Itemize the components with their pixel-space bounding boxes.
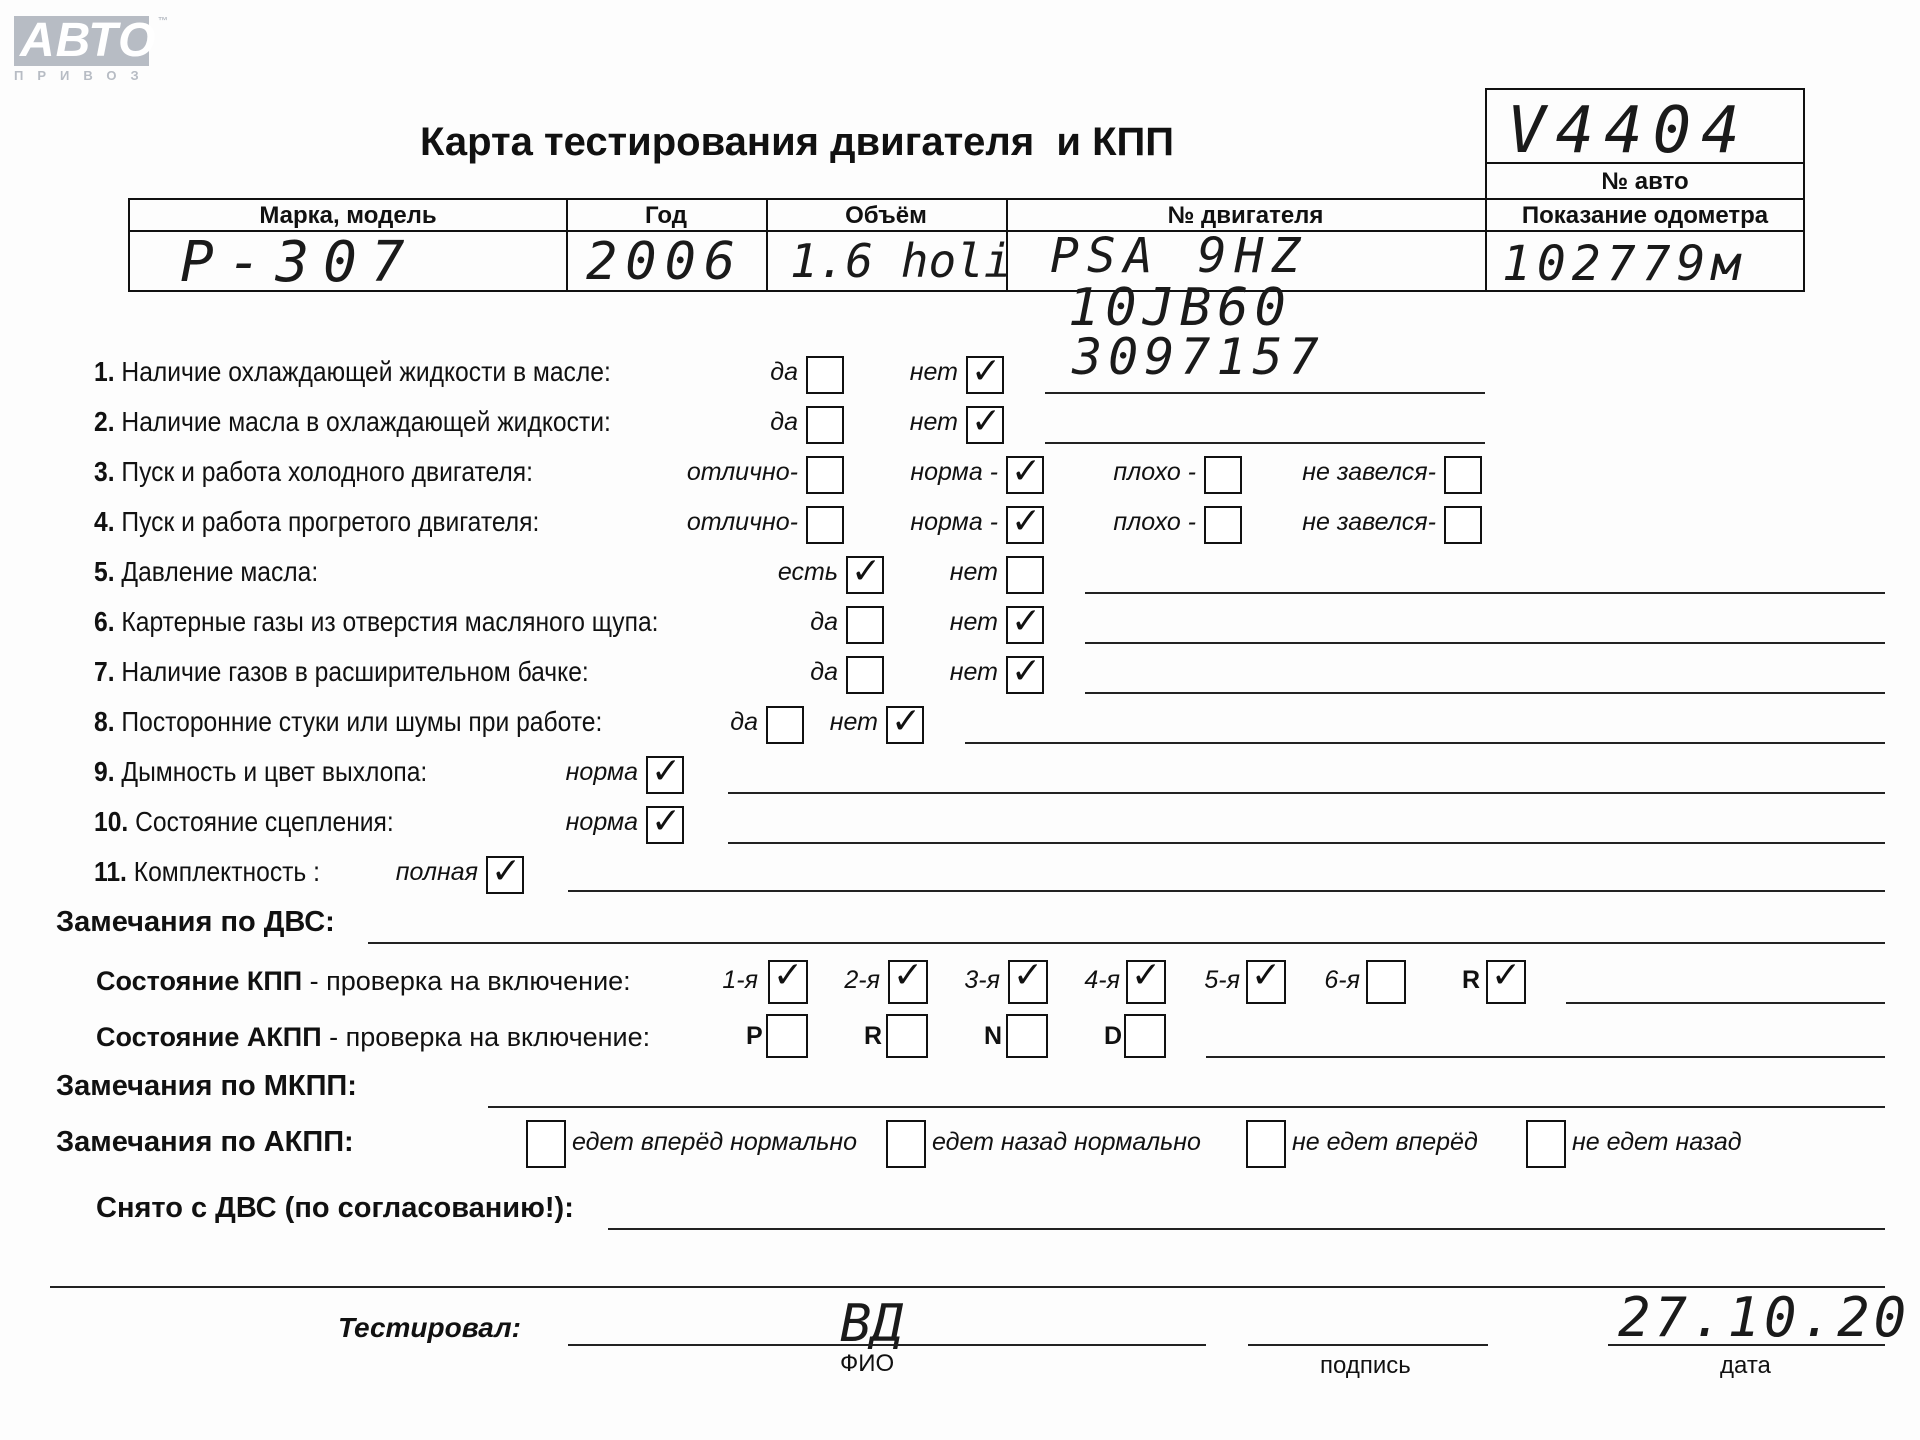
checkbox-mode-d[interactable] xyxy=(1124,1014,1166,1058)
date-label: дата xyxy=(1720,1352,1771,1379)
col-header-engine-no: № двигателя xyxy=(1167,202,1324,229)
q-num: 9. xyxy=(94,756,115,787)
option-label: плохо - xyxy=(1113,508,1196,536)
checkbox-gear-4[interactable] xyxy=(1126,955,1166,1004)
checkmark-icon: ✓ xyxy=(651,751,682,792)
option-label: да xyxy=(810,608,838,636)
option-label: нет xyxy=(829,708,878,736)
option-label: не завелся- xyxy=(1302,458,1436,486)
checkbox-gear-r[interactable] xyxy=(1486,955,1526,1004)
checkmark-icon: ✓ xyxy=(851,551,882,592)
akpp-label-rest: - проверка на включение: xyxy=(321,1022,651,1052)
engine-no-extra-1: 10JB60 xyxy=(1068,278,1292,338)
q-text: Дымность и цвет выхлопа: xyxy=(121,756,428,787)
checkmark-icon: ✓ xyxy=(1011,451,1042,492)
q-num: 7. xyxy=(94,656,115,687)
checkbox-ne-zavelsya[interactable] xyxy=(1444,456,1482,494)
q-num: 1. xyxy=(94,356,115,387)
option-label: нет xyxy=(909,358,958,386)
mode-label: R xyxy=(864,1022,883,1050)
q-num: 6. xyxy=(94,606,115,637)
checkbox-gear-5[interactable] xyxy=(1246,955,1286,1004)
page-title: Карта тестирования двигателя и КПП xyxy=(420,120,1175,164)
checkbox-forward-ok[interactable] xyxy=(526,1120,566,1168)
col-header-model: Марка, модель xyxy=(259,202,437,229)
remarks-mkpp-label: Замечания по МКПП: xyxy=(56,1070,357,1102)
option-label: нет xyxy=(909,408,958,436)
header-table xyxy=(128,198,1805,295)
checkbox-net[interactable] xyxy=(886,701,924,744)
footer-divider xyxy=(50,1286,1885,1288)
checkbox-mode-r[interactable] xyxy=(886,1014,928,1058)
checkmark-icon: ✓ xyxy=(971,351,1002,392)
car-number-box xyxy=(1485,88,1805,200)
q-num: 10. xyxy=(94,806,129,837)
fio-line[interactable] xyxy=(568,1344,1206,1346)
col-header-volume: Объём xyxy=(845,202,927,229)
checkbox-da[interactable] xyxy=(846,656,884,694)
checkbox-norma[interactable] xyxy=(646,801,684,844)
mode-label: N xyxy=(984,1022,1003,1050)
date-line[interactable] xyxy=(1608,1344,1885,1346)
signature-line[interactable] xyxy=(1248,1344,1488,1346)
option-label: норма xyxy=(565,758,638,786)
col-header-year: Год xyxy=(645,202,687,229)
gear-label: 4-я xyxy=(1084,966,1120,994)
logo xyxy=(14,14,168,84)
removed-label: Снято с ДВС (по согласованию!): xyxy=(96,1192,574,1224)
tested-label: Тестировал: xyxy=(338,1312,521,1343)
year-value: 2006 xyxy=(586,232,744,292)
checkmark-icon: ✓ xyxy=(971,401,1002,442)
option-label: нет xyxy=(949,558,998,586)
signature-label: подпись xyxy=(1320,1352,1411,1379)
checkbox-net[interactable] xyxy=(1006,601,1044,644)
remarks-dvs-label: Замечания по ДВС: xyxy=(56,906,335,938)
checkbox-polnaya[interactable] xyxy=(486,851,524,894)
logo-sub: ПРИВОЗ xyxy=(14,68,153,83)
option-label: норма - xyxy=(910,508,998,536)
checkbox-da[interactable] xyxy=(806,406,844,444)
option-label: да xyxy=(770,358,798,386)
option-label: есть xyxy=(777,558,838,586)
checkmark-icon: ✓ xyxy=(893,955,924,996)
checkmark-icon: ✓ xyxy=(651,801,682,842)
gear-label: R xyxy=(1461,966,1480,994)
checkbox-norma[interactable] xyxy=(1006,501,1044,544)
option-label: отлично- xyxy=(686,508,798,536)
option-label: отлично- xyxy=(686,458,798,486)
checkbox-ploho[interactable] xyxy=(1204,456,1242,494)
checkbox-gear-6[interactable] xyxy=(1366,960,1406,1004)
checkmark-icon: ✓ xyxy=(1011,601,1042,642)
checkbox-da[interactable] xyxy=(806,356,844,394)
checkbox-est[interactable] xyxy=(846,551,884,594)
option-label: едет назад нормально xyxy=(932,1128,1201,1156)
gear-label: 3-я xyxy=(964,966,1000,994)
q-text: Состояние сцепления: xyxy=(135,806,394,837)
removed-line[interactable] xyxy=(608,1228,1885,1230)
option-label: не завелся- xyxy=(1302,508,1436,536)
checkbox-gear-2[interactable] xyxy=(888,955,928,1004)
checkbox-no-forward[interactable] xyxy=(1246,1120,1286,1168)
engine-no-extra-2: 3097157 xyxy=(1072,328,1325,386)
fio-value: ВД xyxy=(840,1294,903,1354)
q-text: Давление масла: xyxy=(121,556,319,587)
q-text: Картерные газы из отверстия масляного щупа: xyxy=(121,606,659,637)
fio-label: ФИО xyxy=(840,1350,895,1377)
checkmark-icon: ✓ xyxy=(1011,501,1042,542)
gear-label: 2-я xyxy=(844,966,880,994)
col-header-odometer: Показание одометра xyxy=(1521,202,1769,229)
remarks-akpp-label: Замечания по АКПП: xyxy=(56,1126,354,1158)
odometer-value: 102779м xyxy=(1502,236,1747,292)
kpp-label: Состояние КПП xyxy=(96,966,303,996)
q-text: Комплектность : xyxy=(133,856,320,887)
akpp-label: Состояние АКПП xyxy=(96,1022,322,1052)
remarks-dvs-line[interactable] xyxy=(368,942,1885,944)
checkbox-no-back[interactable] xyxy=(1526,1120,1566,1168)
checkmark-icon: ✓ xyxy=(1011,651,1042,692)
q-num: 11. xyxy=(94,856,127,887)
option-label: не едет назад xyxy=(1572,1128,1742,1156)
logo-main: АВТО xyxy=(14,16,149,66)
q-num: 5. xyxy=(94,556,115,587)
q-text: Пуск и работа холодного двигателя: xyxy=(121,456,533,487)
q-text: Пуск и работа прогретого двигателя: xyxy=(121,506,540,537)
q-num: 8. xyxy=(94,706,115,737)
checkmark-icon: ✓ xyxy=(891,701,922,742)
checkbox-net[interactable] xyxy=(966,351,1004,394)
checkmark-icon: ✓ xyxy=(491,851,522,892)
option-label: да xyxy=(810,658,838,686)
mode-label: D xyxy=(1104,1022,1123,1050)
checkbox-ne-zavelsya[interactable] xyxy=(1444,506,1482,544)
mode-label: P xyxy=(746,1022,763,1050)
q-num: 4. xyxy=(94,506,115,537)
checkbox-gear-1[interactable] xyxy=(768,955,808,1004)
checkbox-norma[interactable] xyxy=(646,751,684,794)
model-value: P-307 xyxy=(180,230,419,295)
checkmark-icon: ✓ xyxy=(1013,955,1044,996)
remarks-mkpp-line[interactable] xyxy=(488,1106,1885,1108)
checkbox-back-ok[interactable] xyxy=(886,1120,926,1168)
checkbox-da[interactable] xyxy=(846,606,884,644)
kpp-label-rest: - проверка на включение: xyxy=(302,966,631,996)
checkmark-icon: ✓ xyxy=(1491,955,1522,996)
volume-value: 1.6 holi xyxy=(790,234,1012,288)
checkbox-net[interactable] xyxy=(1006,556,1044,594)
q-text: Наличие охлаждающей жидкости в масле: xyxy=(121,356,611,387)
checkbox-mode-p[interactable] xyxy=(766,1014,808,1058)
logo-tm: ™ xyxy=(158,16,168,27)
checkbox-net[interactable] xyxy=(1006,651,1044,694)
gear-label: 5-я xyxy=(1204,966,1240,994)
q-num: 2. xyxy=(94,406,115,437)
q-text: Наличие газов в расширительном бачке: xyxy=(121,656,589,687)
q-text: Посторонние стуки или шумы при работе: xyxy=(121,706,603,737)
gear-label: 6-я xyxy=(1324,966,1360,994)
option-label: не едет вперёд xyxy=(1292,1128,1478,1156)
option-label: едет вперёд нормально xyxy=(572,1128,858,1156)
checkbox-gear-3[interactable] xyxy=(1008,955,1048,1004)
option-label: нет xyxy=(949,608,998,636)
option-label: норма - xyxy=(910,458,998,486)
engine-no-value: PSA 9HZ xyxy=(1050,228,1309,284)
checkbox-otlichno[interactable] xyxy=(806,456,844,494)
option-label: плохо - xyxy=(1113,458,1196,486)
option-label: норма xyxy=(565,808,638,836)
checkbox-ploho[interactable] xyxy=(1204,506,1242,544)
q-num: 3. xyxy=(94,456,115,487)
option-label: да xyxy=(730,708,758,736)
gear-label: 1-я xyxy=(722,966,758,994)
checkbox-otlichno[interactable] xyxy=(806,506,844,544)
checkmark-icon: ✓ xyxy=(773,955,804,996)
q-text: Наличие масла в охлаждающей жидкости: xyxy=(121,406,611,437)
option-label: полная xyxy=(395,858,478,886)
car-number-label: № авто xyxy=(1601,168,1689,195)
checkbox-net[interactable] xyxy=(966,401,1004,444)
option-label: да xyxy=(770,408,798,436)
checkmark-icon: ✓ xyxy=(1251,955,1282,996)
checkmark-icon: ✓ xyxy=(1131,955,1162,996)
option-label: нет xyxy=(949,658,998,686)
checkbox-mode-n[interactable] xyxy=(1006,1014,1048,1058)
checkbox-norma[interactable] xyxy=(1006,451,1044,494)
date-value: 27.10.20 xyxy=(1618,1286,1911,1349)
car-number-value: V4404 xyxy=(1507,94,1750,168)
